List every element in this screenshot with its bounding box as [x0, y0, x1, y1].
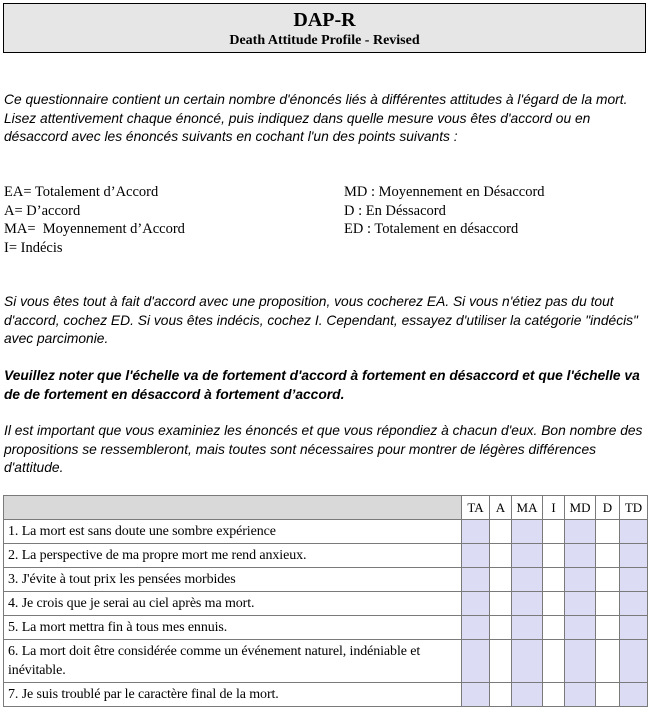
- importance-paragraph: Il est important que vous examiniez les énoncés et que vous répondiez à chacun d'eux. Bon nombre des propositions se ressembleront, mais toutes sont nécessaires pour montrer de légères différences d'attitude.: [4, 423, 643, 475]
- answer-cell-td[interactable]: [620, 640, 648, 683]
- item-statement: 3. J'évite à tout prix les pensées morbides: [4, 568, 462, 592]
- answer-cell-ta[interactable]: [462, 520, 490, 544]
- answer-cell-md[interactable]: [565, 683, 596, 707]
- instructions-paragraph: Si vous êtes tout à fait d'accord avec une proposition, vous cocherez EA. Si vous n'étiez pas du tout d'accord, cochez ED. Si vous êtes indécis, cochez I. Cependant, essayez d'utiliser la catégorie "indécis" avec parcimonie.: [4, 294, 638, 346]
- answer-cell-ma[interactable]: [512, 640, 543, 683]
- answer-cell-md[interactable]: [565, 544, 596, 568]
- scale-note-paragraph: Veuillez noter que l'échelle va de fortement d'accord à fortement en désaccord et que l'échelle va de de fortement en désaccord à fortement d’accord.: [4, 368, 640, 402]
- legend-item: EA= Totalement d’Accord: [4, 184, 159, 200]
- answer-cell-td[interactable]: [620, 544, 648, 568]
- answer-cell-d[interactable]: [596, 616, 620, 640]
- answer-cell-d[interactable]: [596, 683, 620, 707]
- answer-cell-ma[interactable]: [512, 520, 543, 544]
- column-header-td: TD: [620, 496, 648, 520]
- column-header-md: MD: [565, 496, 596, 520]
- column-header-d: D: [596, 496, 620, 520]
- answer-cell-md[interactable]: [565, 592, 596, 616]
- legend-item: MA= Moyennement d’Accord: [4, 221, 185, 237]
- legend-left: [4, 183, 185, 257]
- item-statement: 6. La mort doit être considérée comme un événement naturel, indéniable et inévitable.: [4, 640, 462, 683]
- answer-cell-md[interactable]: [565, 568, 596, 592]
- column-header-a: A: [490, 496, 512, 520]
- item-statement: 7. Je suis troublé par le caractère final de la mort.: [4, 683, 462, 707]
- answer-cell-i[interactable]: [543, 640, 565, 683]
- legend-item: MD : Moyennement en Désaccord: [344, 184, 545, 200]
- answer-cell-a[interactable]: [490, 640, 512, 683]
- answer-cell-ta[interactable]: [462, 592, 490, 616]
- answer-cell-i[interactable]: [543, 520, 565, 544]
- answer-cell-i[interactable]: [543, 616, 565, 640]
- answer-cell-ta[interactable]: [462, 568, 490, 592]
- table-row: [4, 616, 648, 640]
- item-statement: 2. La perspective de ma propre mort me rend anxieux.: [4, 544, 462, 568]
- table-row: [4, 520, 648, 544]
- questionnaire-table: [3, 495, 648, 707]
- legend-item: I= Indécis: [4, 239, 63, 256]
- column-header-ma: MA: [512, 496, 543, 520]
- answer-cell-md[interactable]: [565, 616, 596, 640]
- table-header-row: [4, 496, 648, 520]
- legend-item: D : En Déssacord: [344, 202, 446, 219]
- answer-cell-md[interactable]: [565, 520, 596, 544]
- table-row: [4, 544, 648, 568]
- legend-item: ED : Totalement en désaccord: [344, 221, 519, 237]
- answer-cell-a[interactable]: [490, 616, 512, 640]
- answer-cell-a[interactable]: [490, 520, 512, 544]
- intro-paragraph: Ce questionnaire contient un certain nombre d'énoncés liés à différentes attitudes à l'égard de la mort. Lisez attentivement chaque énoncé, puis indiquez dans quelle mesure vous êtes d'accord ou en désaccord avec les énoncés suivants en cochant l'un des points suivants :: [4, 92, 628, 144]
- column-header-ta: TA: [462, 496, 490, 520]
- answer-cell-ma[interactable]: [512, 683, 543, 707]
- answer-cell-ma[interactable]: [512, 616, 543, 640]
- answer-cell-i[interactable]: [543, 592, 565, 616]
- legend-right: [344, 183, 545, 239]
- answer-cell-i[interactable]: [543, 568, 565, 592]
- table-row: [4, 683, 648, 707]
- answer-cell-a[interactable]: [490, 592, 512, 616]
- table-row: [4, 592, 648, 616]
- answer-cell-d[interactable]: [596, 568, 620, 592]
- answer-cell-td[interactable]: [620, 683, 648, 707]
- answer-cell-md[interactable]: [565, 640, 596, 683]
- table-row: [4, 568, 648, 592]
- item-statement: 5. La mort mettra fin à tous mes ennuis.: [4, 616, 462, 640]
- answer-cell-ma[interactable]: [512, 592, 543, 616]
- answer-cell-ta[interactable]: [462, 544, 490, 568]
- document-title: DAP-R: [293, 9, 356, 31]
- legend-item: A= D’accord: [4, 202, 81, 219]
- answer-cell-d[interactable]: [596, 592, 620, 616]
- answer-cell-ta[interactable]: [462, 616, 490, 640]
- answer-cell-ta[interactable]: [462, 640, 490, 683]
- answer-cell-a[interactable]: [490, 544, 512, 568]
- column-header-i: I: [543, 496, 565, 520]
- answer-cell-ma[interactable]: [512, 568, 543, 592]
- answer-cell-i[interactable]: [543, 683, 565, 707]
- answer-cell-td[interactable]: [620, 592, 648, 616]
- answer-cell-ta[interactable]: [462, 683, 490, 707]
- title-box: [3, 3, 646, 53]
- answer-cell-i[interactable]: [543, 544, 565, 568]
- answer-cell-a[interactable]: [490, 568, 512, 592]
- document-subtitle: Death Attitude Profile - Revised: [229, 33, 420, 48]
- answer-cell-ma[interactable]: [512, 544, 543, 568]
- answer-cell-d[interactable]: [596, 520, 620, 544]
- item-statement: 1. La mort est sans doute une sombre expérience: [4, 520, 462, 544]
- table-row: [4, 640, 648, 683]
- answer-cell-d[interactable]: [596, 544, 620, 568]
- answer-cell-td[interactable]: [620, 520, 648, 544]
- header-blank-cell: [4, 496, 462, 520]
- answer-cell-td[interactable]: [620, 568, 648, 592]
- answer-cell-td[interactable]: [620, 616, 648, 640]
- answer-cell-d[interactable]: [596, 640, 620, 683]
- answer-cell-a[interactable]: [490, 683, 512, 707]
- item-statement: 4. Je crois que je serai au ciel après ma mort.: [4, 592, 462, 616]
